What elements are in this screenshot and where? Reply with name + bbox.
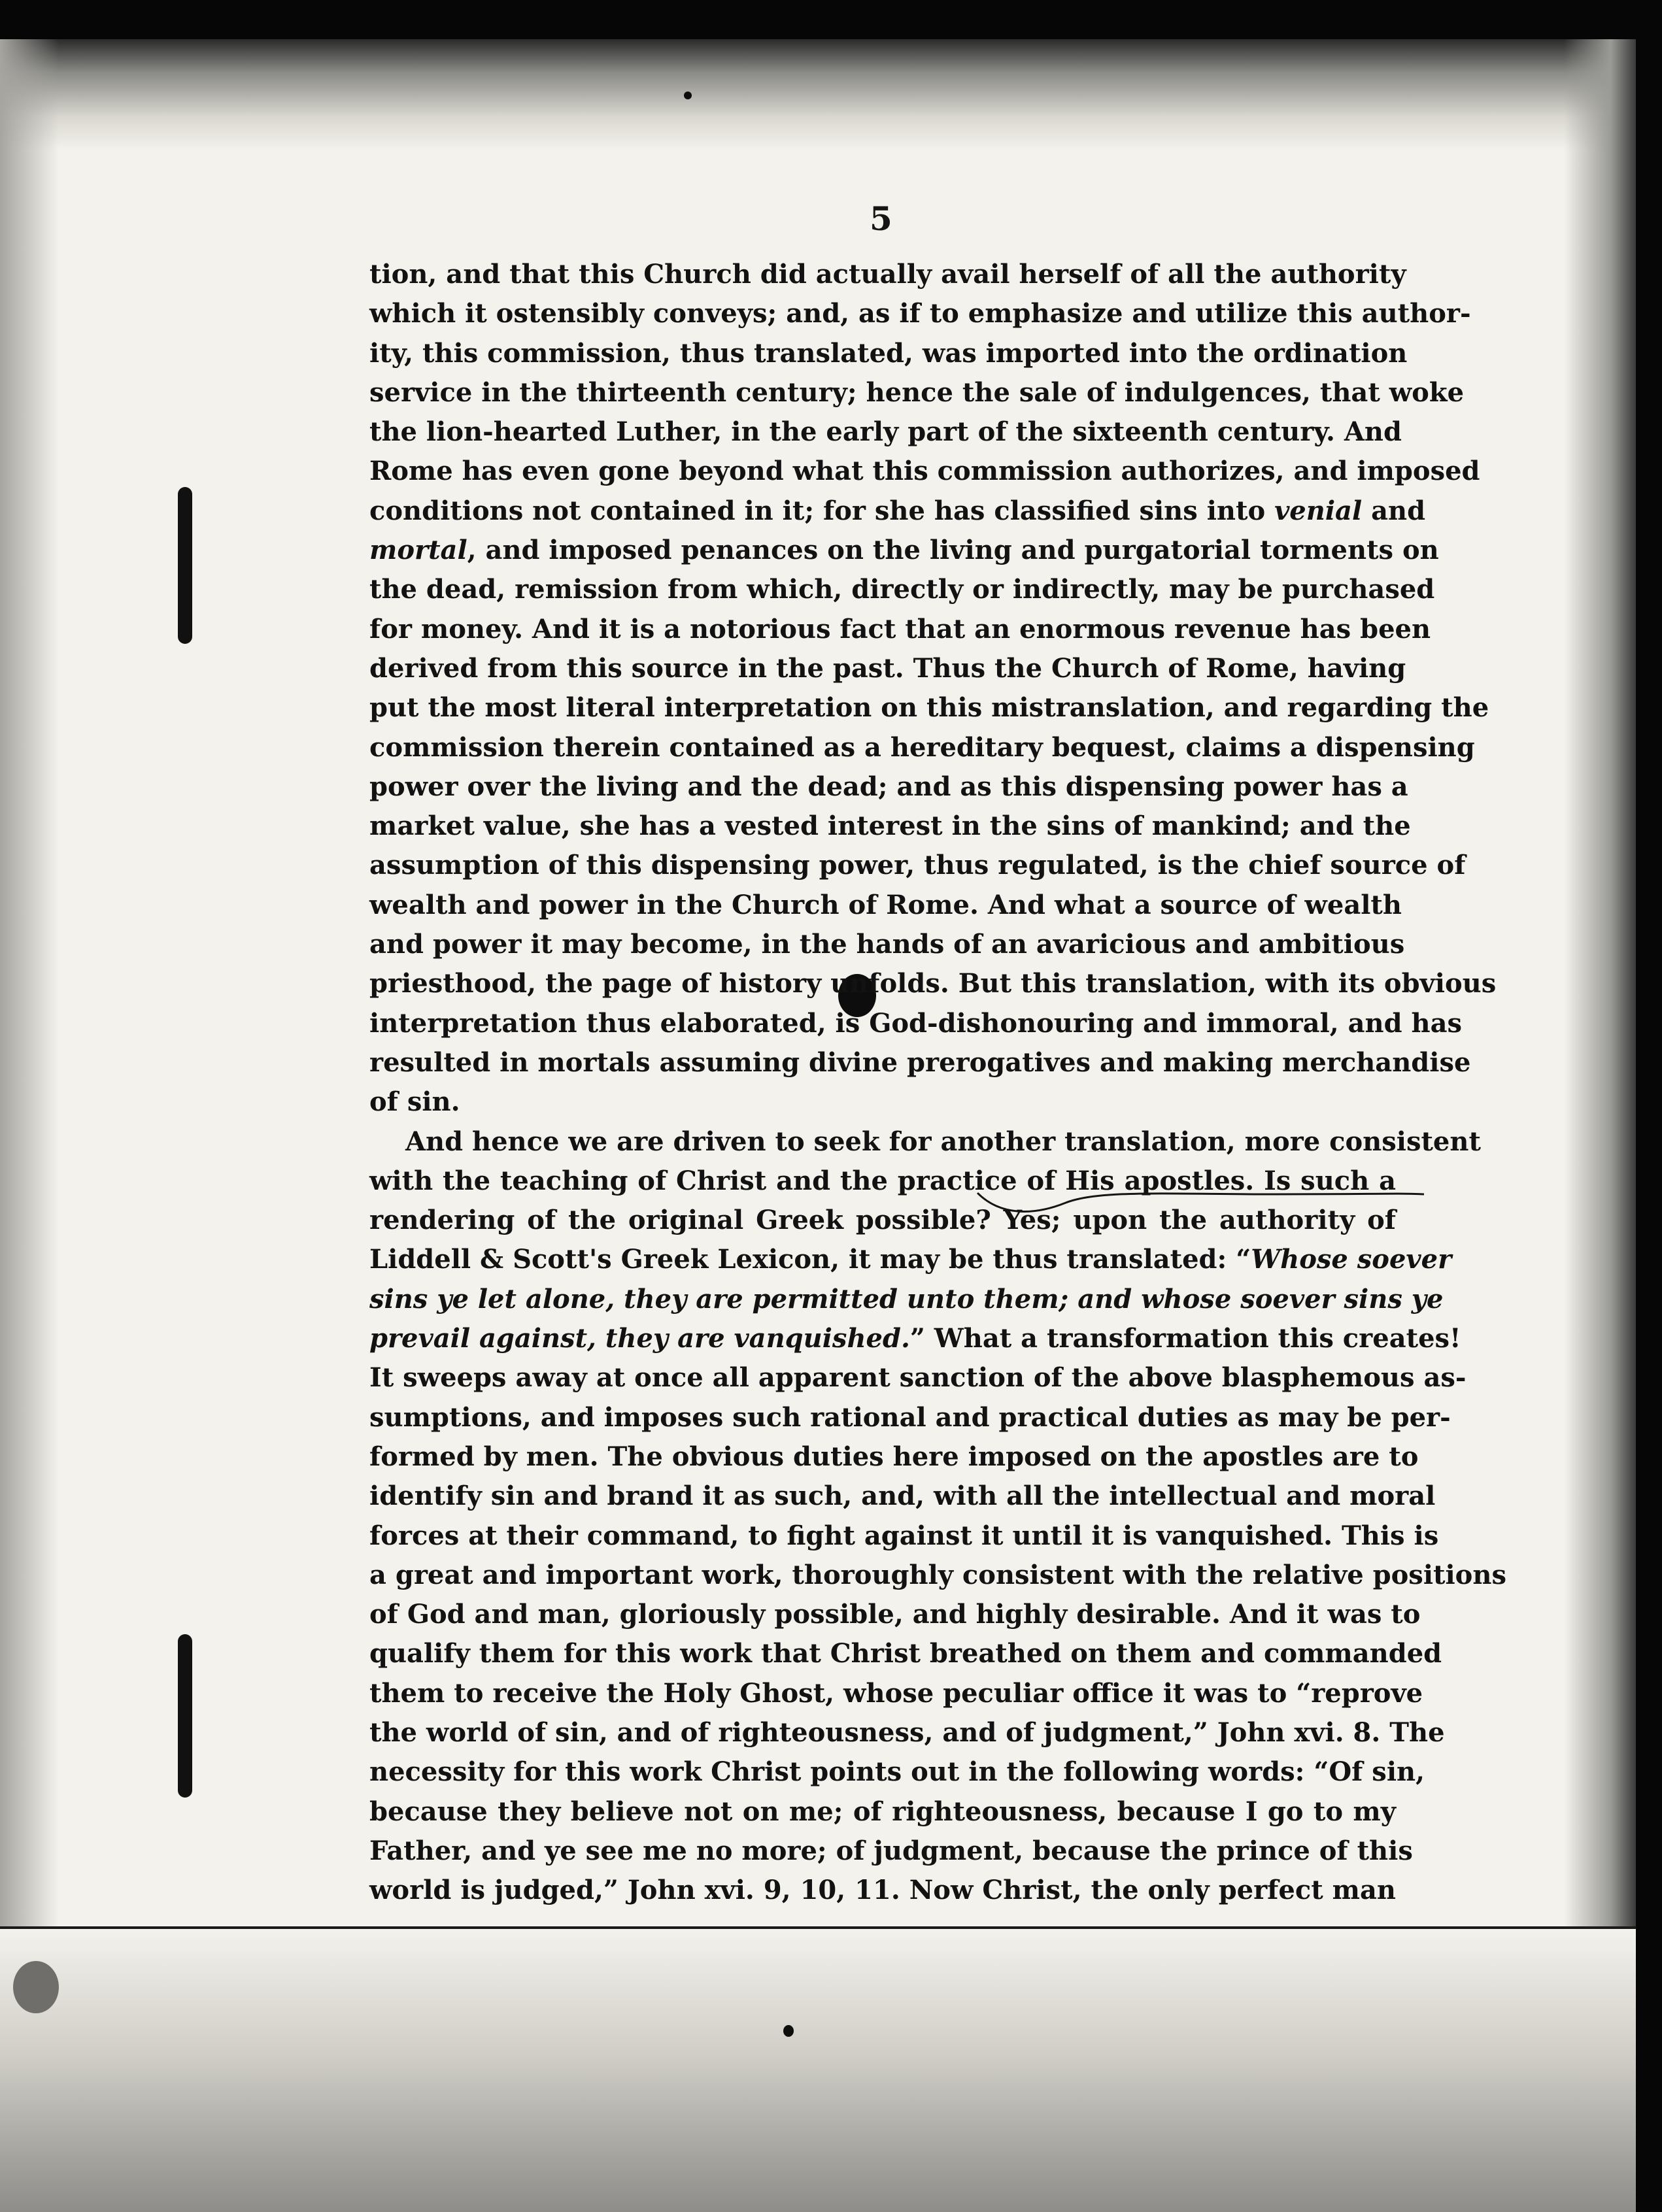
text-line: [369, 334, 1408, 373]
text-segment: It sweeps away at once all apparent sanction of the above blasphemous as-: [369, 1362, 1467, 1394]
text-line: [369, 1556, 1506, 1595]
text-line: [369, 1122, 1481, 1162]
text-segment: sumptions, and imposes such rational and practical duties as may be per-: [369, 1401, 1451, 1433]
text-segment: the world of sin, and of righteousness, and of judgment,” John xvi. 8. The: [369, 1717, 1445, 1748]
text-line: [369, 1477, 1436, 1516]
text-line: [369, 846, 1466, 885]
text-segment: for money. And it is a notorious fact that an enormous revenue has been: [369, 613, 1431, 645]
body-text: [369, 255, 1506, 1910]
italic-segment: sins ye let alone, they are permitted unto them; and whose soever sins ye: [369, 1283, 1444, 1315]
smudge-bottom-left: [13, 1961, 59, 2013]
text-line: [369, 1004, 1463, 1043]
text-line: [369, 728, 1475, 767]
scan-bottom-shading: [0, 1928, 1636, 2212]
text-segment: Rome has even gone beyond what this commission authorizes, and imposed: [369, 456, 1480, 487]
text-segment: resulted in mortals assuming divine prerogatives and making merchandise: [369, 1047, 1471, 1078]
text-segment: qualify them for this work that Christ breathed on them and commanded: [369, 1638, 1442, 1669]
text-line: [369, 767, 1408, 807]
text-line: [369, 1832, 1413, 1871]
text-line: [369, 1082, 1396, 1122]
scan-border-top: [0, 0, 1662, 39]
text-segment: market value, she has a vested interest in the sins of mankind; and the: [369, 811, 1411, 842]
text-segment: priesthood, the page of history unfolds. But this translation, with its obvious: [369, 968, 1497, 999]
text-line: [369, 412, 1402, 452]
text-segment: conditions not contained in it; for she has classified sins into: [369, 495, 1275, 526]
binding-mark-lower: [178, 1634, 192, 1798]
italic-segment: prevail against, they are vanquished.: [369, 1323, 910, 1354]
text-segment: put the most literal interpretation on this mistranslation, and regarding the: [369, 692, 1489, 724]
ink-spot-bottom: [783, 2025, 794, 2037]
text-line: [369, 1201, 1396, 1240]
text-segment: service in the thirteenth century; hence the sale of indulgences, that woke: [369, 377, 1465, 408]
italic-segment: Whose soever: [1251, 1244, 1452, 1275]
text-segment: which it ostensibly conveys; and, as if to emphasize and utilize this author-: [369, 298, 1471, 329]
text-segment: the dead, remission from which, directly or indirectly, may be purchased: [369, 574, 1435, 605]
text-line: [369, 1871, 1396, 1910]
text-line: [369, 886, 1402, 925]
italic-segment: mortal: [369, 535, 467, 566]
text-segment: with the teaching of Christ and the practice of His apostles. Is such a: [369, 1165, 1396, 1196]
text-line: [369, 688, 1489, 728]
text-line: [369, 1162, 1396, 1201]
text-line: [369, 1674, 1423, 1713]
text-segment: derived from this source in the past. Thus the Church of Rome, having: [369, 652, 1406, 684]
scan-bottom-edge-line: [0, 1926, 1636, 1929]
text-line: [369, 1752, 1425, 1792]
text-segment: wealth and power in the Church of Rome. And what a source of wealth: [369, 889, 1402, 920]
page-number: 5: [870, 199, 892, 238]
text-line: [369, 925, 1405, 964]
scan-shadow-left: [0, 39, 59, 2212]
text-segment: and: [1362, 495, 1426, 526]
text-line: [369, 373, 1465, 412]
text-segment: commission therein contained as a hereditary bequest, claims a dispensing: [369, 731, 1475, 763]
text-line: [369, 452, 1480, 491]
text-segment: power over the living and the dead; and as this dispensing power has a: [369, 771, 1408, 802]
text-segment: of God and man, gloriously possible, and highly desirable. And it was to: [369, 1599, 1421, 1630]
scan-shadow-top: [0, 39, 1636, 150]
text-segment: , and imposed penances on the living and purgatorial torments on: [467, 535, 1439, 566]
text-segment: and power it may become, in the hands of an avaricious and ambitious: [369, 929, 1405, 960]
text-line: [369, 1437, 1419, 1477]
text-line: [369, 1792, 1396, 1832]
text-line: [369, 1713, 1445, 1752]
text-segment: And hence we are driven to seek for another translation, more consistent: [405, 1126, 1481, 1157]
text-segment: rendering of the original Greek possible? Yes; upon the authority of: [369, 1205, 1396, 1236]
scan-border-right: [1636, 0, 1662, 2212]
italic-segment: venial: [1274, 495, 1363, 526]
text-segment: the lion-hearted Luther, in the early part of the sixteenth century. And: [369, 416, 1402, 448]
text-line: [369, 1517, 1439, 1556]
text-line: [369, 610, 1431, 649]
binding-mark-upper: [178, 487, 192, 644]
text-line: [369, 1240, 1452, 1279]
text-segment: tion, and that this Church did actually avail herself of all the authority: [369, 259, 1406, 290]
text-line: [369, 1319, 1461, 1358]
text-segment: them to receive the Holy Ghost, whose peculiar office it was to “reprove: [369, 1677, 1423, 1709]
text-segment: identify sin and brand it as such, and, with all the intellectual and moral: [369, 1481, 1436, 1512]
text-segment: because they believe not on me; of righteousness, because I go to my: [369, 1796, 1396, 1827]
ink-spot-top: [684, 92, 692, 99]
text-line: [369, 1043, 1471, 1082]
text-segment: interpretation thus elaborated, is God-dishonouring and immoral, and has: [369, 1007, 1463, 1039]
text-segment: assumption of this dispensing power, thus regulated, is the chief source of: [369, 850, 1466, 881]
text-line: [369, 570, 1435, 609]
text-segment: necessity for this work Christ points out in the following words: “Of sin,: [369, 1756, 1425, 1788]
text-line: [369, 807, 1411, 846]
text-segment: of sin.: [369, 1086, 460, 1118]
text-line: [369, 1595, 1421, 1634]
text-line: [369, 294, 1471, 333]
text-segment: forces at their command, to fight against it until it is vanquished. This is: [369, 1520, 1439, 1551]
text-line: [369, 1358, 1467, 1398]
text-line: [369, 964, 1497, 1003]
text-segment: Father, and ye see me no more; of judgment, because the prince of this: [369, 1835, 1413, 1866]
text-line: [369, 649, 1406, 688]
text-line: [369, 1634, 1442, 1673]
text-line: [369, 492, 1426, 531]
text-line: [369, 1280, 1444, 1319]
text-segment: ity, this commission, thus translated, was imported into the ordination: [369, 337, 1408, 369]
text-segment: world is judged,” John xvi. 9, 10, 11. Now Christ, the only perfect man: [369, 1875, 1396, 1906]
text-segment: ” What a transformation this creates!: [909, 1323, 1461, 1354]
text-line: [369, 255, 1406, 294]
text-segment: Liddell & Scott's Greek Lexicon, it may be thus translated: “: [369, 1244, 1251, 1275]
scan-shadow-right: [1564, 39, 1636, 2212]
text-line: [369, 531, 1439, 570]
text-line: [369, 1398, 1451, 1437]
text-segment: formed by men. The obvious duties here imposed on the apostles are to: [369, 1441, 1419, 1472]
text-segment: a great and important work, thoroughly consistent with the relative positions: [369, 1559, 1506, 1590]
